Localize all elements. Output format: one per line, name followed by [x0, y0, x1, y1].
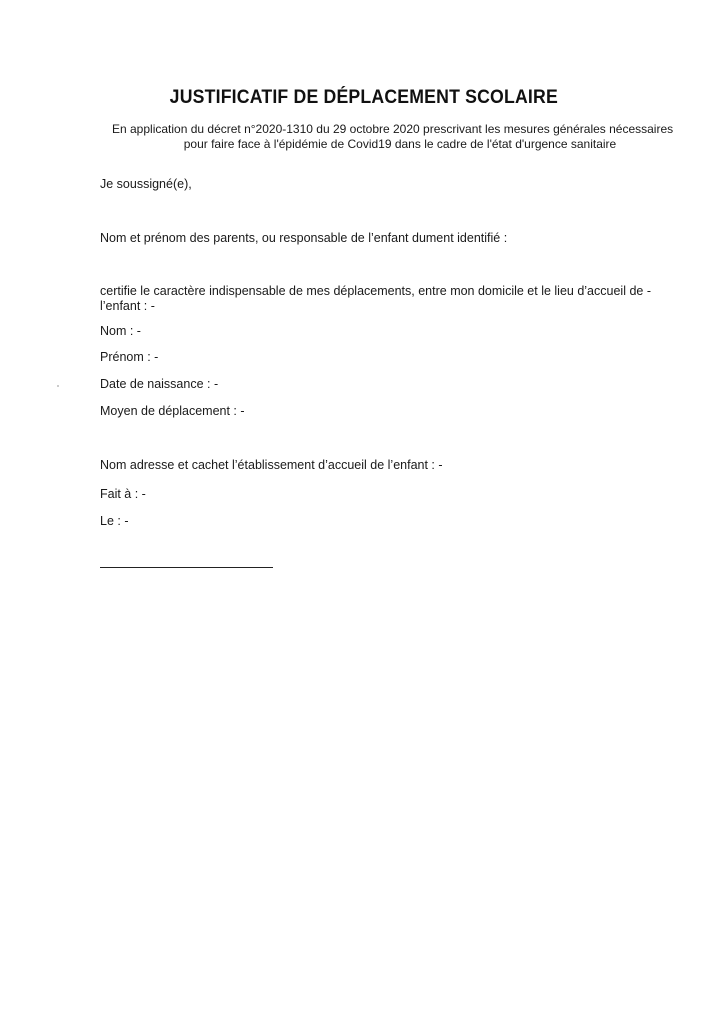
child-birth-date-field: Date de naissance : -	[100, 377, 219, 391]
decree-reference-line-1: En application du décret n°2020-1310 du 29 octobre 2020 prescrivant les mesures générales nécessaires	[112, 122, 674, 136]
date-field: Le : -	[100, 514, 129, 528]
scan-speck	[57, 385, 59, 387]
decree-reference-line-2: pour faire face à l'épidémie de Covid19 dans le cadre de l'état d'urgence sanitaire	[183, 137, 617, 151]
place-field: Fait à : -	[100, 487, 146, 501]
document-title: JUSTIFICATIF DE DÉPLACEMENT SCOLAIRE	[169, 87, 558, 108]
child-first-name-field: Prénom : -	[100, 350, 159, 364]
parent-name-label: Nom et prénom des parents, ou responsable de l’enfant dument identifié :	[100, 231, 508, 245]
signature-line	[100, 567, 273, 568]
child-last-name-field: Nom : -	[100, 324, 141, 338]
certify-statement-line-2: l’enfant : -	[100, 299, 155, 313]
declarant-statement: Je soussigné(e),	[100, 177, 192, 191]
school-stamp-field: Nom adresse et cachet l’établissement d’accueil de l’enfant : -	[100, 458, 443, 472]
certify-statement-line-1: certifie le caractère indispensable de mes déplacements, entre mon domicile et le lieu d’accueil de -	[100, 284, 651, 298]
transport-mode-field: Moyen de déplacement : -	[100, 404, 245, 418]
